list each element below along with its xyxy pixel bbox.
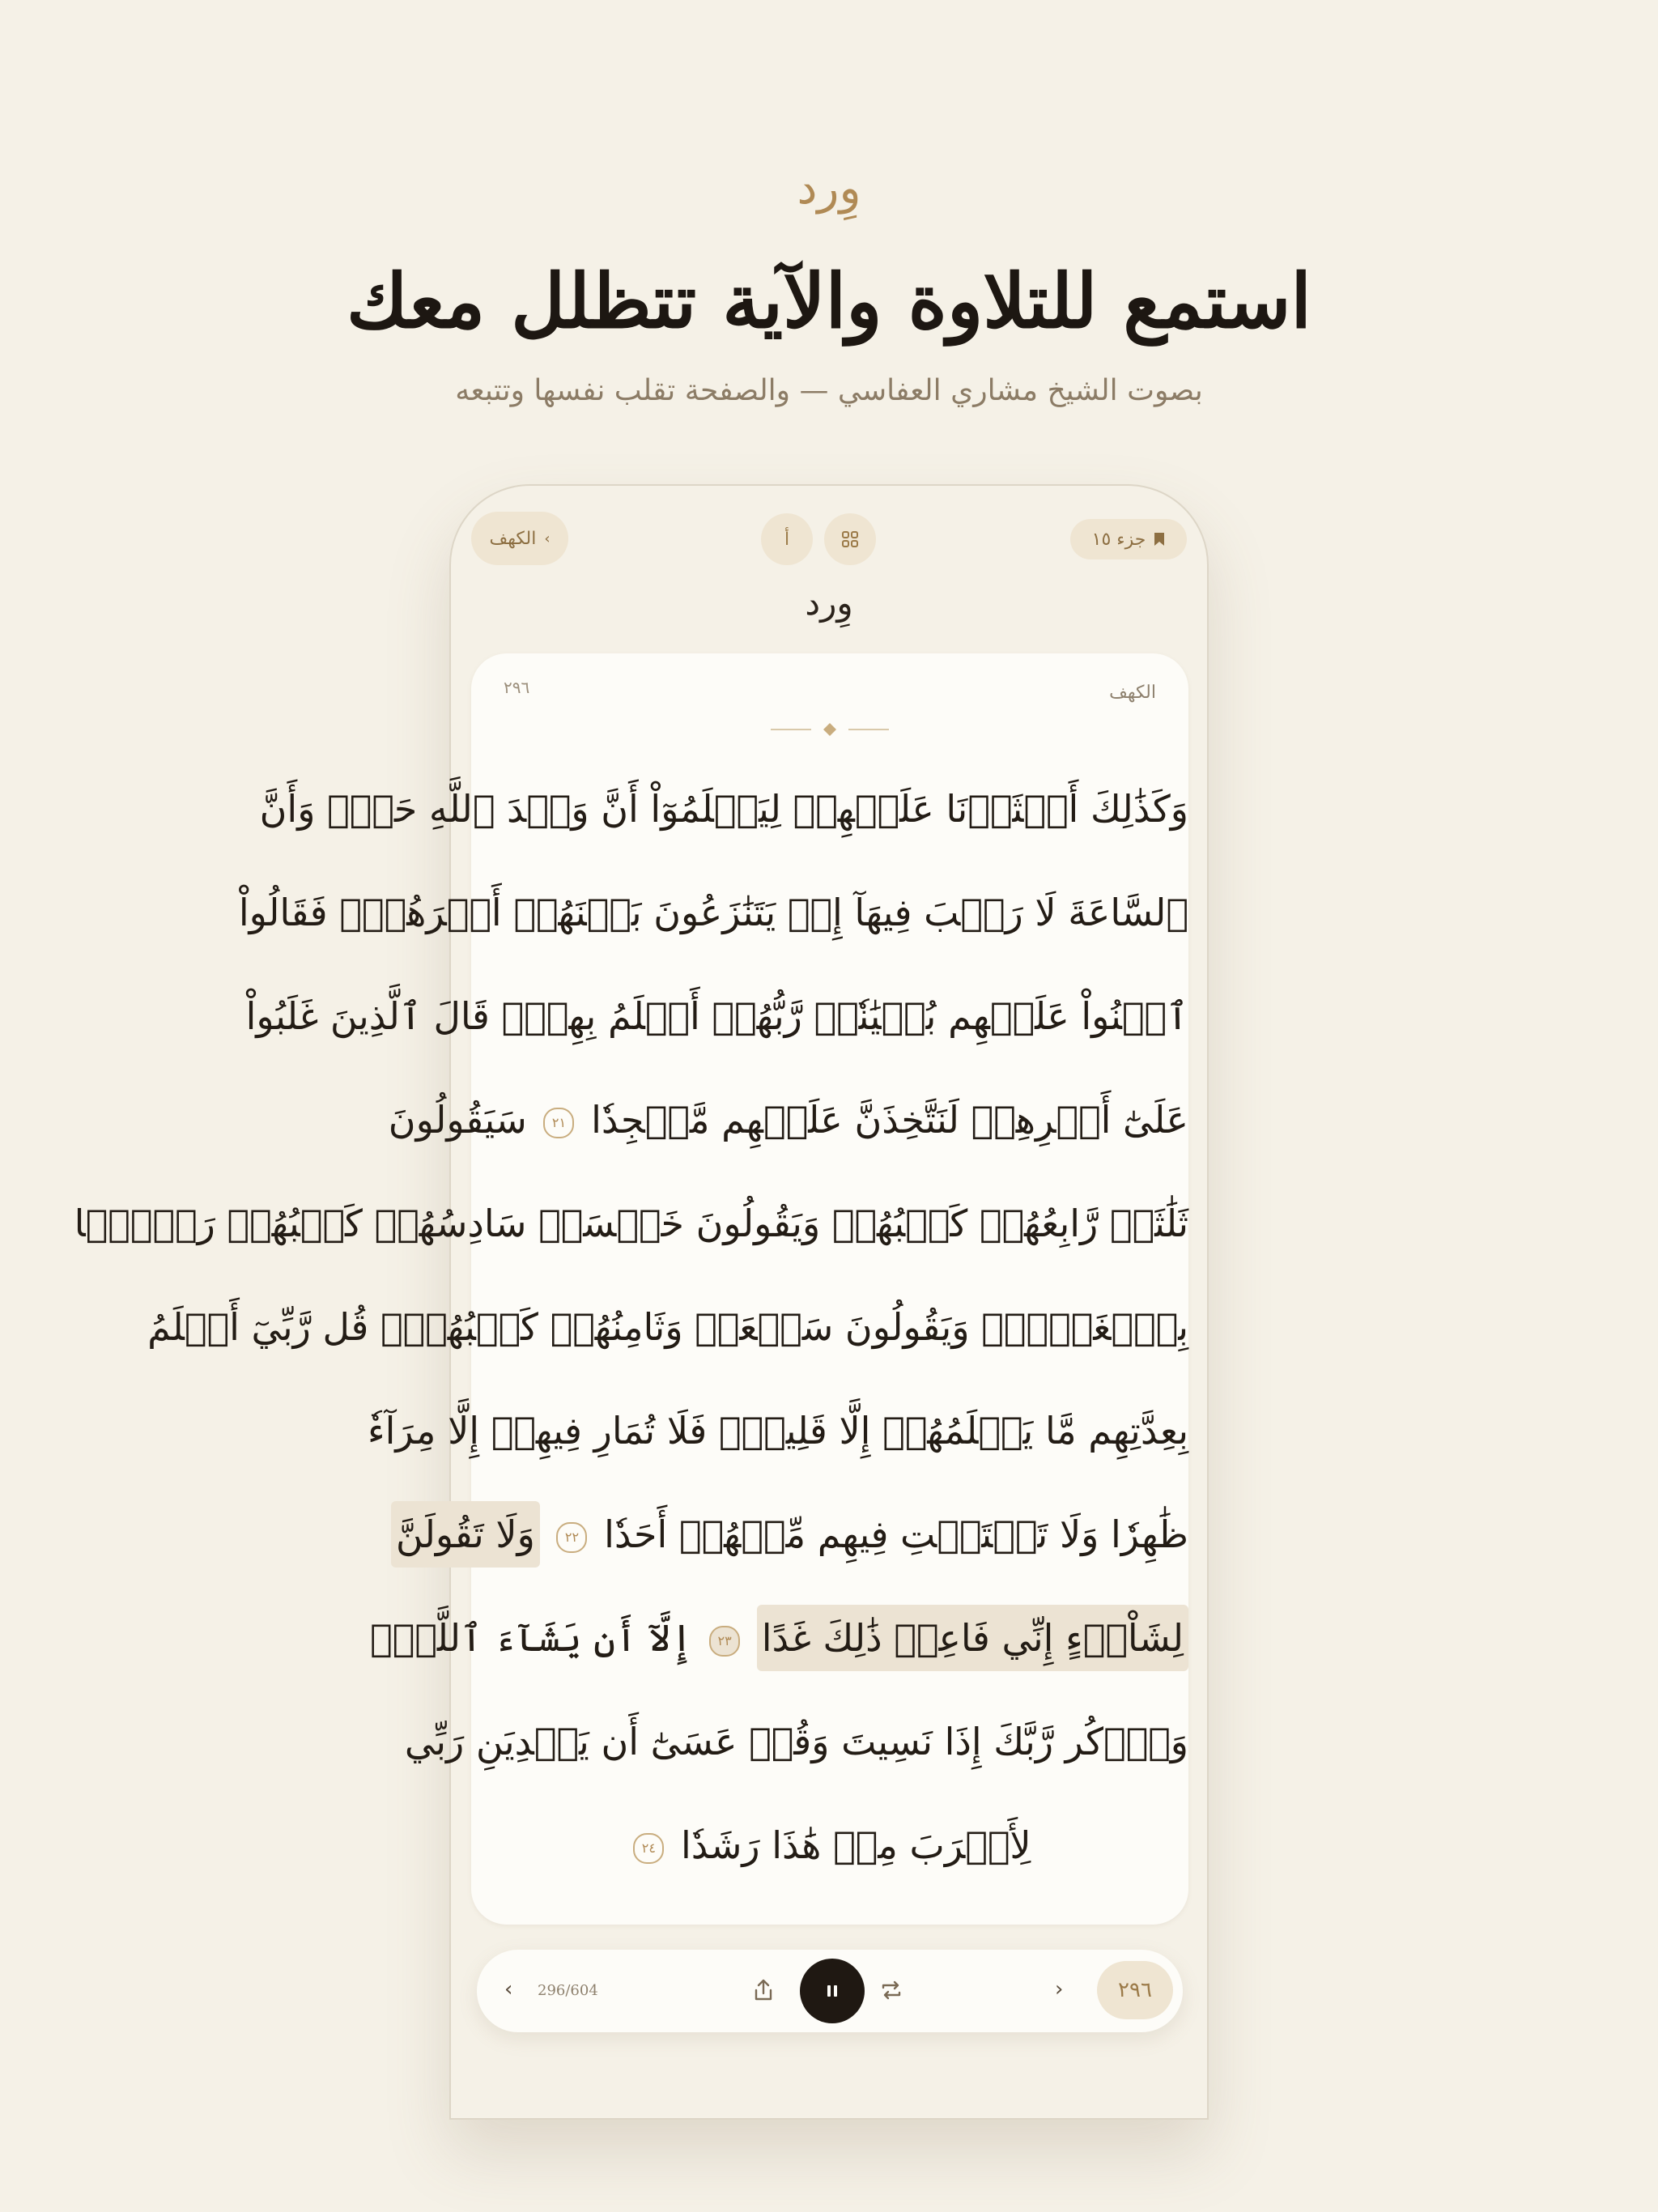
verse-line[interactable] (388, 1068, 1188, 1172)
ayah-number-marker[interactable]: ٢٣ (709, 1626, 740, 1657)
verse-line[interactable] (245, 964, 1188, 1068)
verse-line[interactable] (471, 1793, 1188, 1897)
verse-text: وَٱذۡكُر رَّبَّكَ إِذَا نَسِيتَ وَقُلۡ عَسَىٰٓ أَن يَهۡدِيَنِ رَبِّي (404, 1720, 1188, 1763)
verse-text: ظَٰهِرٗا وَلَا تَسۡتَفۡتِ فِيهِم مِّنۡهُمۡ أَحَدٗا (604, 1512, 1188, 1556)
verse-text: سَيَقُولُونَ (388, 1098, 527, 1142)
page-surah-name: الكهف (1109, 683, 1156, 703)
ayah-number-marker[interactable]: ٢٤ (633, 1833, 664, 1864)
current-page-badge[interactable]: ٢٩٦ (1097, 1961, 1173, 2019)
verse-text: عَلَىٰٓ أَمۡرِهِمۡ لَنَتَّخِذَنَّ عَلَيۡهِم مَّسۡجِدٗا (591, 1098, 1188, 1142)
verse-line[interactable] (147, 1275, 1188, 1379)
highlighted-verse-text: لِشَاْيۡءٍ إِنِّي فَاعِلٞ ذَٰلِكَ غَدًا (757, 1605, 1188, 1671)
pause-icon (824, 1983, 840, 1999)
juz-label: جزء ١٥ (1091, 529, 1146, 550)
verse-line[interactable] (395, 1482, 1188, 1586)
share-icon[interactable] (749, 1976, 778, 2005)
bookmark-icon (1154, 532, 1165, 547)
page-heading: استمع للتلاوة والآية تتظلل معك (346, 257, 1312, 345)
verse-text: لِأَقۡرَبَ مِنۡ هَٰذَا رَشَدٗا (680, 1823, 1031, 1867)
surah-selector-button[interactable] (471, 512, 568, 565)
ayah-number-marker[interactable]: ٢٢ (556, 1522, 587, 1553)
verse-line[interactable] (238, 861, 1188, 964)
page-number: ٢٩٦ (504, 678, 530, 697)
play-pause-button[interactable] (800, 1959, 865, 2023)
index-grid-button[interactable] (824, 513, 876, 565)
chevron-left-icon: ‹ (544, 530, 551, 547)
verse-text: إِلَّآ أَن يَشَآءَ ٱللَّهُۚ (370, 1616, 693, 1660)
phone-frame (74, 484, 1209, 2120)
verse-line[interactable] (74, 1172, 1188, 1275)
font-size-button[interactable] (761, 513, 813, 565)
verse-line[interactable] (368, 1379, 1188, 1482)
ayah-number-marker[interactable]: ٢١ (543, 1108, 574, 1138)
highlighted-verse-text: وَلَا تَقُولَنَّ (391, 1501, 540, 1568)
surah-selector-label: الكهف (489, 528, 537, 549)
previous-page-button[interactable]: ‹ (504, 1977, 513, 2001)
font-size-label: أ (784, 529, 790, 550)
verse-text: ٱبۡنُواْ عَلَيۡهِم بُنۡيَٰنٗاۖ رَّبُّهُمۡ أَعۡلَمُ بِهِمۡۚ قَالَ ٱلَّذِينَ غَلَبُواْ (245, 994, 1188, 1038)
verse-text: بِعِدَّتِهِم مَّا يَعۡلَمُهُمۡ إِلَّا قَلِيلٞۗ فَلَا تُمَارِ فِيهِمۡ إِلَّا مِرَآءٗ (368, 1409, 1188, 1453)
verse-text-block[interactable] (74, 757, 1188, 1897)
audio-player-bar (477, 1950, 1183, 2032)
brand-label: وِرد (797, 162, 861, 215)
ornament-divider (771, 720, 889, 739)
verse-line[interactable] (404, 1690, 1188, 1793)
verse-text: وَكَذَٰلِكَ أَعۡثَرۡنَا عَلَيۡهِمۡ لِيَعۡلَمُوٓاْ أَنَّ وَعۡدَ ٱللَّهِ حَقّٞ وَأَنَّ (259, 787, 1188, 831)
verse-line[interactable] (370, 1586, 1188, 1690)
mushaf-page[interactable] (74, 653, 1188, 1925)
app-title: وِرد (805, 583, 853, 623)
page-progress: 296/604 (538, 1982, 598, 1999)
verse-text: بِٱلۡغَيۡبِۖ وَيَقُولُونَ سَبۡعَةٞ وَثَامِنُهُمۡ كَلۡبُهُمۡۚ قُل رَّبِّيٓ أَعۡلَمُ (147, 1305, 1188, 1349)
verse-line[interactable] (259, 757, 1188, 861)
grid-icon (841, 530, 859, 548)
page-subheading: بصوت الشيخ مشاري العفاسي — والصفحة تقلب نفسها وتتبعه (455, 374, 1203, 407)
next-page-button[interactable]: › (1055, 1977, 1064, 2001)
verse-text: ثَلَٰثَةٞ رَّابِعُهُمۡ كَلۡبُهُمۡ وَيَقُولُونَ خَمۡسَةٞ سَادِسُهُمۡ كَلۡبُهُمۡ رَجۡمَۢا (74, 1202, 1188, 1245)
verse-text: ٱلسَّاعَةَ لَا رَيۡبَ فِيهَآ إِذۡ يَتَنَٰزَعُونَ بَيۡنَهُمۡ أَمۡرَهُمۡۖ فَقَالُواْ (238, 891, 1188, 934)
repeat-icon[interactable] (877, 1976, 906, 2005)
juz-bookmark-button[interactable] (1070, 519, 1187, 559)
